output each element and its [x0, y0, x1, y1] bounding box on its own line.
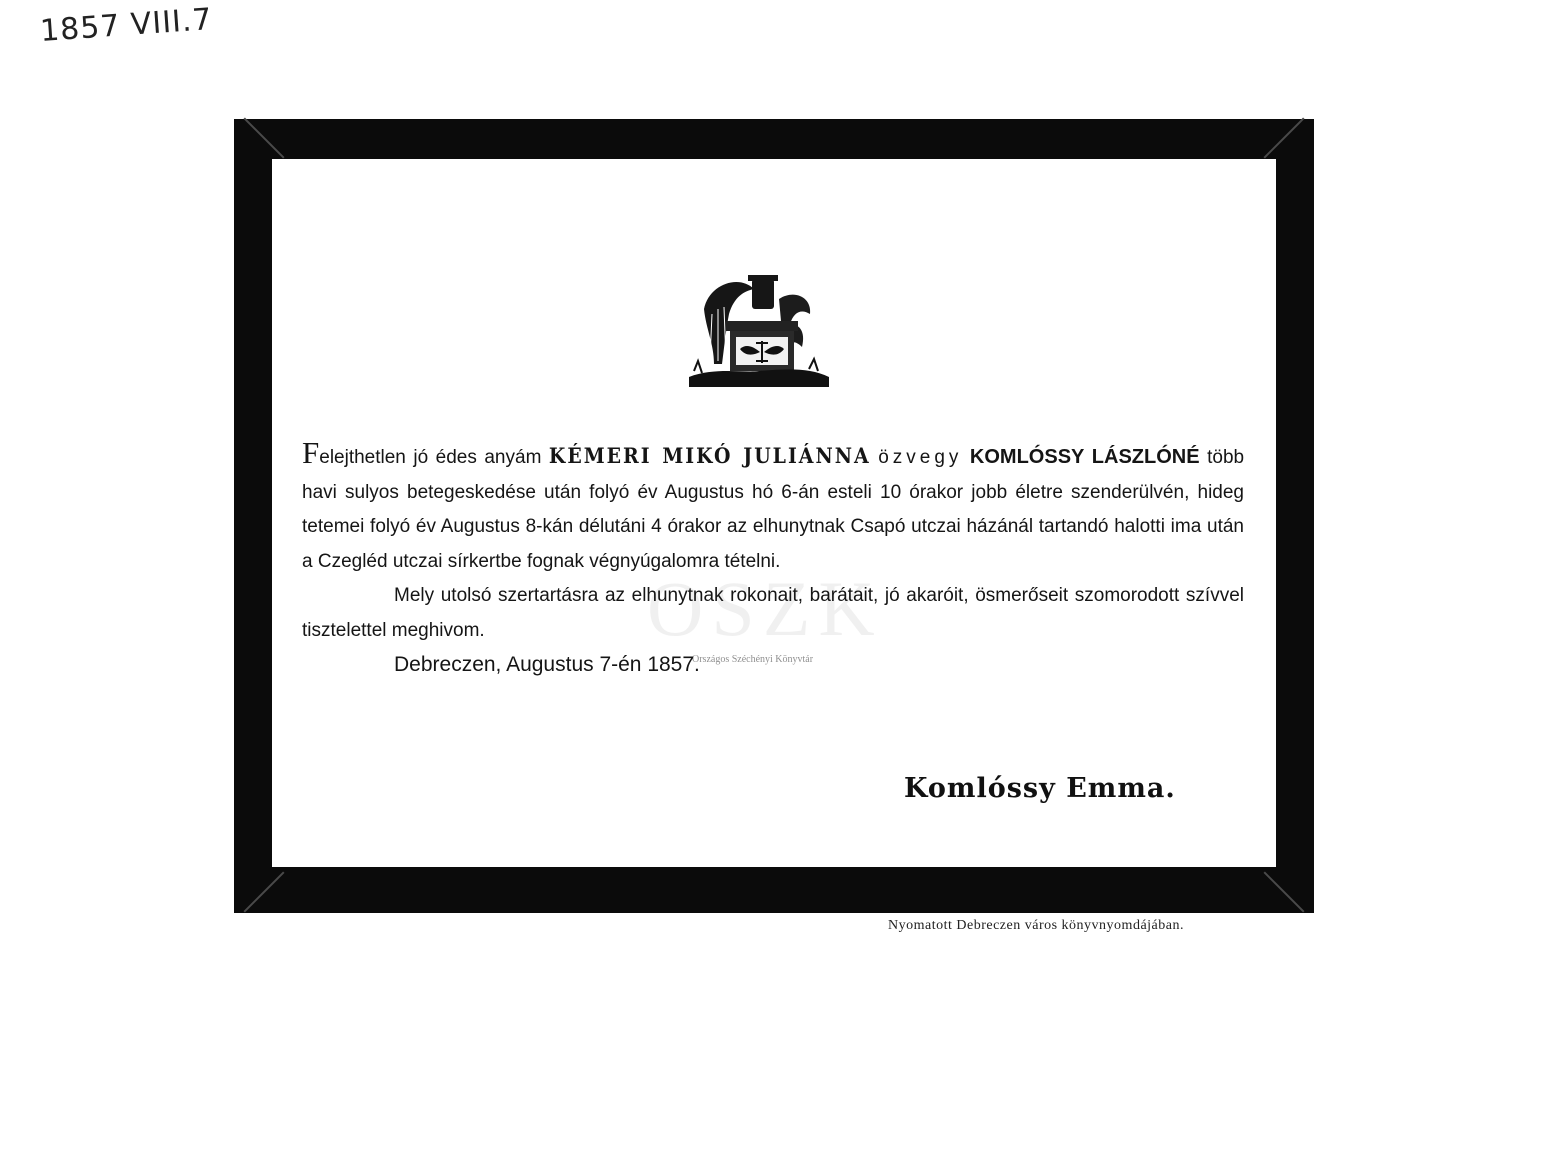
notice-text: elejthetlen jó édes anyám — [319, 447, 542, 468]
notice-text: özvegy — [878, 447, 963, 468]
handwritten-catalog-note: 1857 VIII.7 — [38, 2, 214, 49]
corner-bevel — [243, 871, 284, 912]
notice-paragraph-2: Mely utolsó szertartásra az elhunytnak rokonait, barátait, jó akaróit, ösmerőseit szomorodott szívvel tisztelettel meghivom. — [302, 585, 1244, 641]
corner-bevel — [1263, 117, 1304, 158]
notice-text: több havi sulyos betegeskedése után folyó év Augustus hó 6-án esteli 10 órakor jobb életre szenderülvén, hideg tetemei folyó év Augustus 8-kán délutáni 4 órakor az elhunytnak Csapó utczai házánál tartandó halotti ima után a Czegléd utczai sírkertbe fognak végnyúgalomra tételni. — [302, 447, 1245, 572]
corner-bevel — [243, 117, 284, 158]
deceased-name: KÉMERI MIKÓ JULIÁNNA — [548, 443, 871, 468]
corner-bevel — [1263, 871, 1304, 912]
signature-name: Komlóssy Emma. — [904, 773, 1176, 804]
library-watermark: OSZK — [647, 565, 883, 652]
drop-cap: F — [302, 435, 320, 470]
place-and-date: Debreczen, Augustus 7-én 1857. — [394, 653, 700, 676]
funeral-urn-emblem-icon — [684, 269, 834, 394]
notice-panel — [272, 159, 1276, 867]
printer-imprint: Nyomatott Debreczen város könyvnyomdájában. — [888, 918, 1184, 933]
mourning-border — [234, 119, 1314, 913]
notice-paragraph-1 — [302, 435, 1245, 579]
library-watermark-subtext: Országos Széchényi Könyvtár — [692, 654, 814, 665]
notice-body — [302, 435, 1245, 683]
husband-name: KOMLÓSSY LÁSZLÓNÉ — [969, 446, 1200, 468]
